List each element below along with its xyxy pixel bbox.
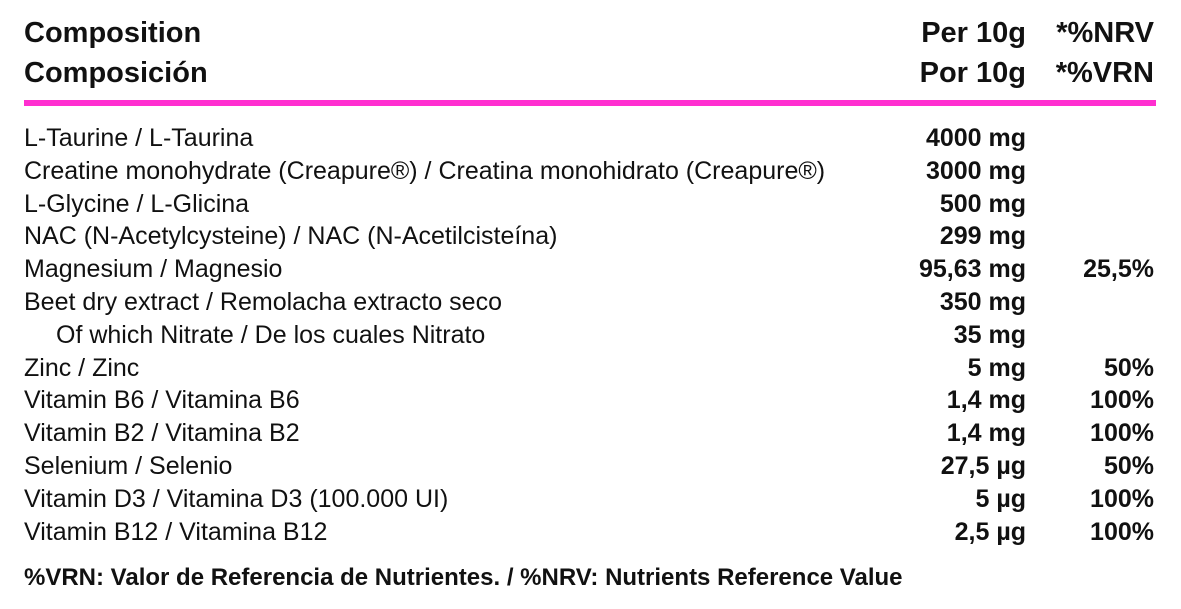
nutrient-row: [24, 483, 1156, 516]
nutrient-nrv: 50%: [1103, 353, 1154, 382]
nutrient-amount: 5 µg: [975, 484, 1026, 513]
nutrient-name: Magnesium / Magnesio: [24, 255, 283, 284]
nutrient-name: Vitamin B6 / Vitamina B6: [24, 386, 300, 415]
nutrient-row: [24, 384, 1156, 417]
nutrient-row: [24, 286, 1156, 319]
nutrient-row: [24, 516, 1156, 549]
header-label: Composición: [24, 57, 208, 89]
nutrient-amount: 35 mg: [953, 320, 1026, 349]
nutrient-amount: 1,4 mg: [946, 386, 1026, 415]
nutrient-name: Vitamin B2 / Vitamina B2: [24, 419, 300, 448]
nutrient-row: [24, 450, 1156, 483]
header-nrv: *%NRV: [1056, 17, 1154, 49]
nutrient-nrv: 100%: [1090, 386, 1154, 415]
nutrient-amount: 3000 mg: [925, 156, 1026, 185]
header-per-serving: Per 10g: [921, 17, 1026, 49]
nutrient-nrv: 100%: [1090, 419, 1154, 448]
nutrient-name: Beet dry extract / Remolacha extracto seco: [24, 287, 502, 316]
nutrient-row: [24, 352, 1156, 385]
nutrient-amount: 299 mg: [939, 222, 1026, 251]
nutrient-nrv: 25,5%: [1083, 255, 1154, 284]
nutrient-name: L-Glycine / L-Glicina: [24, 189, 250, 218]
nutrient-row: [24, 253, 1156, 286]
nutrient-amount: 4000 mg: [925, 124, 1026, 152]
nutrient-subrow: [24, 319, 1156, 352]
nutrient-amount: 1,4 mg: [946, 419, 1026, 448]
nutrient-row: [24, 220, 1156, 253]
nutrient-nrv: 100%: [1090, 484, 1154, 513]
nutrient-nrv: 100%: [1090, 517, 1154, 546]
nutrient-name: L-Taurine / L-Taurina: [24, 124, 254, 152]
nutrient-amount: 27,5 µg: [940, 451, 1026, 480]
nutrient-amount: 95,63 mg: [918, 255, 1026, 284]
nutrient-nrv: 50%: [1103, 451, 1154, 480]
nutrient-row: [24, 417, 1156, 450]
header-row-english: [24, 16, 1156, 50]
nutrient-name: Zinc / Zinc: [24, 353, 140, 382]
header-divider: [24, 100, 1156, 106]
nutrient-row: [24, 155, 1156, 188]
nutrient-rows: [24, 122, 1156, 548]
header-label: Composition: [24, 17, 202, 49]
header-per-serving: Por 10g: [919, 57, 1026, 89]
nutrient-row: [24, 188, 1156, 221]
nutrient-amount: 350 mg: [939, 287, 1026, 316]
nutrient-name: Creatine monohydrate (Creapure®) / Creatina monohidrato (Creapure®): [24, 156, 826, 185]
nutrient-amount: 500 mg: [939, 189, 1026, 218]
nutrient-name: NAC (N-Acetylcysteine) / NAC (N-Acetilcisteína): [24, 222, 558, 251]
footnote: %VRN: Valor de Referencia de Nutrientes. / %NRV: Nutrients Reference Value: [24, 564, 903, 591]
nutrient-name: Of which Nitrate / De los cuales Nitrato: [56, 320, 486, 349]
composition-table: [24, 16, 1156, 596]
nutrient-name: Vitamin B12 / Vitamina B12: [24, 517, 328, 546]
header-nrv: *%VRN: [1055, 57, 1154, 89]
nutrient-name: Selenium / Selenio: [24, 451, 233, 480]
nutrient-amount: 5 mg: [967, 353, 1026, 382]
nutrient-row: [24, 122, 1156, 155]
nutrient-name: Vitamin D3 / Vitamina D3 (100.000 UI): [24, 484, 449, 513]
nutrient-amount: 2,5 µg: [954, 517, 1026, 546]
header-row-spanish: [24, 56, 1156, 90]
